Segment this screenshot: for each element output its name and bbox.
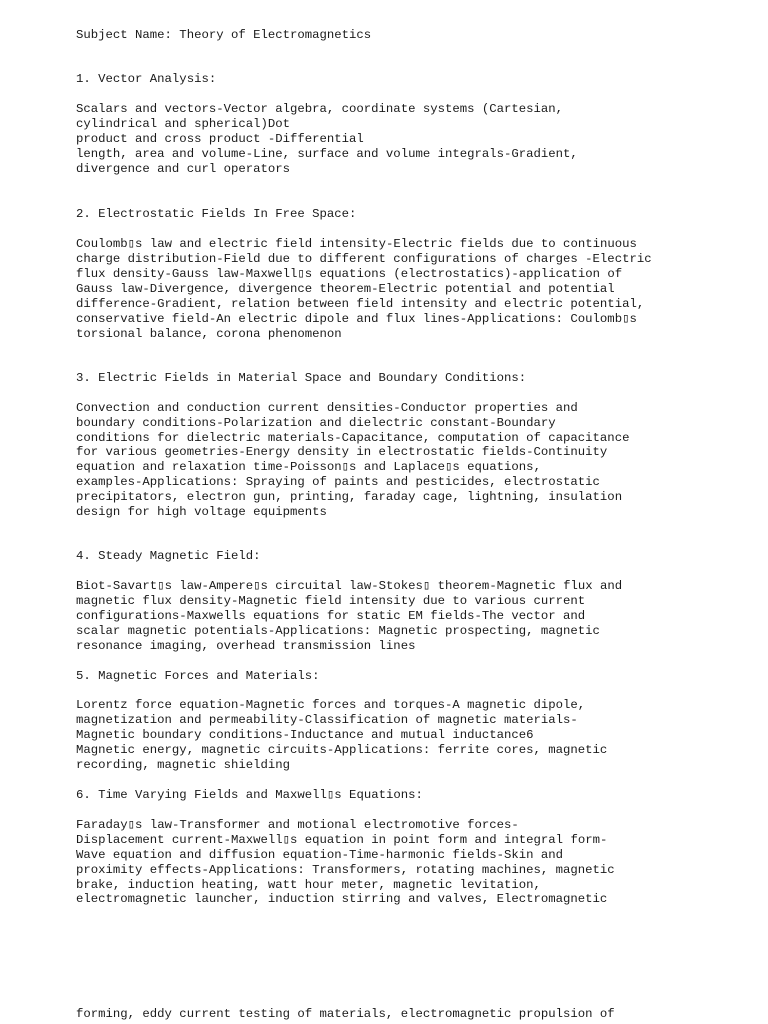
section-line: magnetic flux density-Magnetic field intensity due to various current [76,594,586,608]
section-line: Gauss law-Divergence, divergence theorem-Electric potential and potential [76,282,615,296]
subject-title: Subject Name: Theory of Electromagnetics [76,28,372,42]
section-line: recording, magnetic shielding [76,758,291,772]
section-line: Coulomb▯s law and electric field intensity-Electric fields due to continuous [76,237,637,251]
section-line: difference-Gradient, relation between field intensity and electric potential, [76,297,645,311]
section-line: Displacement current-Maxwell▯s equation in point form and integral form- [76,833,608,847]
section-line: configurations-Maxwells equations for static EM fields-The vector and [76,609,586,623]
continuation-line: forming, eddy current testing of materials, electromagnetic propulsion of [76,1007,615,1021]
section-line: Faraday▯s law-Transformer and motional electromotive forces- [76,818,519,832]
section-line: Magnetic boundary conditions-Inductance and mutual inductance6 [76,728,534,742]
section-line: boundary conditions-Polarization and dielectric constant-Boundary [76,416,556,430]
section-line: cylindrical and spherical)Dot [76,117,291,131]
section-heading-magnetic-forces: 5. Magnetic Forces and Materials: [76,669,320,683]
section-line: resonance imaging, overhead transmission lines [76,639,416,653]
section-line: Magnetic energy, magnetic circuits-Applications: ferrite cores, magnetic [76,743,608,757]
section-line: Lorentz force equation-Magnetic forces and torques-A magnetic dipole, [76,698,586,712]
section-line: Scalars and vectors-Vector algebra, coordinate systems (Cartesian, [76,102,564,116]
section-heading-material-space: 3. Electric Fields in Material Space and Boundary Conditions: [76,371,527,385]
section-line: for various geometries-Energy density in electrostatic fields-Continuity [76,445,608,459]
section-line: conditions for dielectric materials-Capacitance, computation of capacitance [76,431,630,445]
section-line: brake, induction heating, watt hour meter, magnetic levitation, [76,878,541,892]
section-line: examples-Applications: Spraying of paints and pesticides, electrostatic [76,475,600,489]
section-line: precipitators, electron gun, printing, faraday cage, lightning, insulation [76,490,623,504]
section-line: charge distribution-Field due to different configurations of charges -Electric [76,252,652,266]
section-line: Convection and conduction current densities-Conductor properties and [76,401,578,415]
section-line: torsional balance, corona phenomenon [76,327,342,341]
section-line: Biot-Savart▯s law-Ampere▯s circuital law-Stokes▯ theorem-Magnetic flux and [76,579,623,593]
section-line: Wave equation and diffusion equation-Time-harmonic fields-Skin and [76,848,564,862]
section-line: divergence and curl operators [76,162,291,176]
section-line: equation and relaxation time-Poisson▯s and Laplace▯s equations, [76,460,541,474]
section-line: product and cross product -Differential [76,132,364,146]
section-heading-vector-analysis: 1. Vector Analysis: [76,72,217,86]
section-heading-time-varying-fields: 6. Time Varying Fields and Maxwell▯s Equations: [76,788,423,802]
section-heading-electrostatic-fields: 2. Electrostatic Fields In Free Space: [76,207,357,221]
section-line: design for high voltage equipments [76,505,327,519]
section-heading-steady-magnetic-field: 4. Steady Magnetic Field: [76,549,261,563]
section-line: flux density-Gauss law-Maxwell▯s equations (electrostatics)-application of [76,267,623,281]
section-line: length, area and volume-Line, surface and volume integrals-Gradient, [76,147,578,161]
section-line: electromagnetic launcher, induction stirring and valves, Electromagnetic [76,892,608,906]
section-line: proximity effects-Applications: Transformers, rotating machines, magnetic [76,863,615,877]
section-line: conservative field-An electric dipole and flux lines-Applications: Coulomb▯s [76,312,637,326]
section-line: magnetization and permeability-Classification of magnetic materials- [76,713,578,727]
section-line: scalar magnetic potentials-Applications: Magnetic prospecting, magnetic [76,624,600,638]
